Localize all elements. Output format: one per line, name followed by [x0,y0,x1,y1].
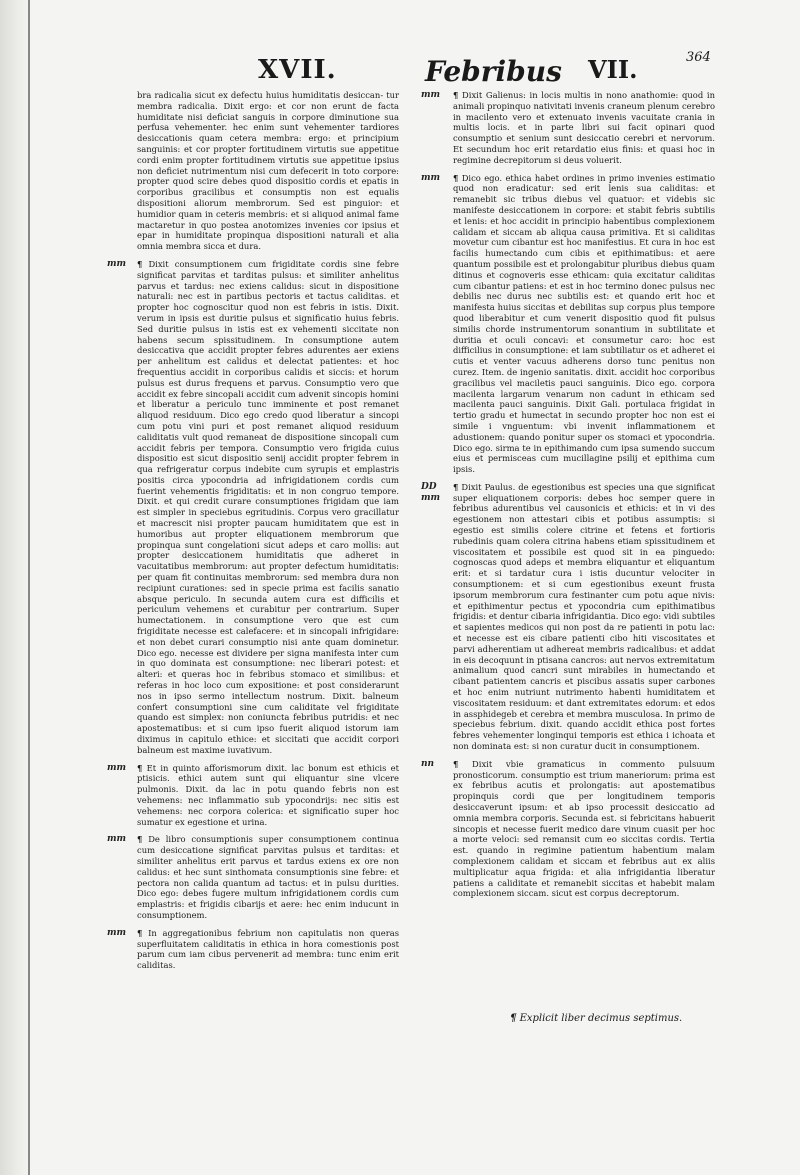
paragraph-text: De libro consumptionis super consumptionem continua cum desiccatione significat parvitas pulsus et tarditas: et similiter anhelitus erit parvus et tardus exiens ex ore non calidus: et hec sunt sinthomata consumptionis sine febre: et pectora non calida quantum ad tactus: et in pulsu durities. Dico ego: debes fugere multum infrigidationem cordis cum emplastris: et frigidis cibarijs et aere: hec enim inducunt in consumptionem. [137,834,399,920]
explicit-text: Explicit liber decimus septimus. [519,1013,683,1024]
paragraph [107,834,399,920]
paragraph-text: bra radicalia sicut ex defectu huius humiditatis desiccan- tur membra radicalia. Dixit ergo: et cor non erunt de facta humiditate nisi deficiat sanguis in corpore diminutione sua perfusa vehementer. hec enim sunt vehementer tardiores desiccationis quam cetera membra: ergo: et principium sanguinis: et cor propter fortitudinem virtutis sue appetitue cordi enim propter fortitudinem virtutis sue appetitue ipsius non deficiet nutrimentum nisi cum defecerit in toto corpore: propter quod scire debes quod dispositio cordis et epatis in corporibus gracilibus et consumptis non est equalis dispositioni aliorum membrorum. Sed est pinguior: et humidior quam in ceteris membris: et si aliquod animal fame mactaretur in quo postea anotomizes invenies cor ipsius et epar in humiditate propinqua dispositioni naturali et alia omnia membra sicca et dura. [137,90,399,252]
pilcrow-icon: ¶ [137,927,143,938]
paragraph-text: In aggregationibus febrium non capitulatis non queras superfluitatem caliditatis in ethica in hora comestionis post parum cum iam cibus pervenerit ad membra: tunc enim erit caliditas. [137,927,399,971]
pilcrow-icon: ¶ [137,834,143,845]
header-title: Febribus [425,55,562,88]
paragraph [107,927,399,971]
margin-mark: mm [421,492,441,503]
paragraph-text: Dixit consumptionem cum frigiditate cordis sine febre significat parvitas et tarditas pulsus: et similiter anhelitus parvus et tardus: nec exiens calidus: sicut in dispositione naturali: nec est in partibus pectoris et tactus caliditas. et propter hoc cognoscitur quod non est febris in istis. Dixit. verum in ipsis est duritie pulsus et significatio huius febris. Sed duritie pulsus in istis est ex vehementi siccitate non habens secum spissitudinem. In consumptione autem desiccativa que accidit propter febres adurentes aer exiens per anhelitum est calidus et delectat patientes: et hoc frequentius accidit in corporibus calidis et siccis: et horum pulsus est durus frequens et parvus. Consumptio vero que accidit ex febre sincopali accidit cum advenit sincopis homini et liberatur a periculo tunc imminente et post remanet aliquod residuum. Dico ego credo quod liberatur a sincopi cum potu vini puri et post remanet aliquod residuum caliditatis vult quod remaneat de dispositione sincopali cum accidit febris per tempora. Consumptio vero frigida cuius dispositio est sicut dispositio senij accidit propter febrem in qua refrigeratur corpus indebite cum syrupis et emplastris positis circa ypocondria ad infrigidationem cordis cum fuerint vehementis frigiditatis: et in non congruo tempore. Dixit. et qui credit curare consumptiones frigidam que iam est simpler in speciebus egritudinis. Corpus vero gracillatur et macrescit nisi propter paucam humiditatem que est in humoribus aut propter eliquationem membrorum que propinqua sunt congelationi sicut adeps et caro mollis: aut propter desiccationem humiditatis que adheret in vacuitatibus membrorum: aut propter defectum humiditatis: per quam fit continuitas membrorum: sed membra dura non recipiunt curationes: sed in specie prima est facilis sanatio absque periculo. In secunda autem cura est difficilis et periculum vehemens et curabitur per contrarium. Super humectationem. in consumptione vero que est cum frigiditate necesse est calefacere: et in sincopali infrigidare: et non debet curari consumptio nisi ante quam dominetur. Dico ego. necesse est dividere per signa manifesta inter cum in quo dominata est consumptione: nec liberari potest: et alteri: et queras hoc in febribus stomaco et similibus: et referas in hoc loco cum expositione: et post considerarunt nos in ipso sermo intellectum nostrum. Dixit. balneum confert consumptioni sine cum caliditate vel frigiditate quando est simplex: non coniuncta febribus putridis: et nec apostematibus: et si cum ipso fuerit aliquod istorum iam diximus in capitulo ethice: et siccitati que accidit corpori balneum est maxime iuvativum. [137,258,399,755]
margin-mark: DD [421,481,437,492]
pilcrow-icon: ¶ [453,758,459,769]
paragraph [421,172,715,475]
pilcrow-icon: ¶ [453,481,459,492]
pilcrow-icon: ¶ [137,258,143,269]
paragraph-text: Et in quinto afforismorum dixit. lac bonum est ethicis et ptisicis. ethici autem sunt qui eliquantur sine vlcere pulmonis. Dixit. da lac in potu quando febris non est vehemens: nec inflammatio sub ypocondrijs: nec sitis est vehemens: nec corpora colerica: et significatio super hoc sumatur ex egestione et urina. [137,762,399,827]
paragraph-text: Dixit vbie gramaticus in commento pulsuum pronosticorum. consumptio est trium maneriorum: prima est ex febribus acutis et prolongatis: aut apostematibus propinquis cordi que per longitudinem temporis desiccaverunt ipsum: et ab ipso processit desiccatio ad omnia membra corporis. Secunda est. si febricitans habuerit sincopis et necesse fuerit medico dare vinum cuasit per hoc a morte veloci: sed remansit cum eo siccitas cordis. Tertia est. quando in regimine patientum habentium malam complexionem calidam et siccam et febribus aut ex aliis multiplicatur aqua frigida: et alia infrigidantia liberatur patiens a caliditate et remanebit siccitas et habebit malam complexionem siccam. sicut est corpus decreptorum. [453,758,716,899]
pilcrow-icon: ¶ [137,762,143,773]
paragraph [421,481,715,752]
margin-mark: mm [107,762,127,773]
paragraph [107,258,399,756]
left-column [107,90,399,978]
page-edge [0,0,30,1175]
margin-mark: mm [107,927,127,938]
right-column [421,90,716,906]
margin-mark: mm [421,90,441,100]
margin-mark: mm [107,258,127,269]
paragraph-text: Dixit Paulus. de egestionibus est species una que significat super eliquationem corporis: debes hoc semper quere in febribus adurentibus vel causonicis et ethicis: et in vi des egestionem non attestari cibis et potibus assumptis: si egestio est similis colere citrine et fetens et fortioris rubedinis quam colera citrina habens etiam spissitudinem et viscositatem et possibile est quod sit in ea pinguedo: cognoscas quod adeps et membra eliquantur et eliquantum erit: et si tardatur cura i istis ducuntur velociter in consumptionem: et si cum egestionibus exeunt frusta ipsorum membrorum cura festinanter cum potu aque nivis: et epithimentur pectus et ypocondria cum epithimatibus frigidis: et dentur cibaria infrigidantia. Dico ego: vidi subtiles et sapientes medicos qui non post da re patienti in potu lac: et necesse est eis cibare patienti cibo hiti viscositates et parvi adherentiam ut adhereat membris radicalibus: et addat in eis decoquunt in ptisana cancros: aut nervos extremitatum animalium quod cancri sunt mirabiles in humectando et cibant patientem cancris et piscibus assatis super carbones et hoc enim nutriunt nutrimento habenti humiditatem et viscositatem residuum: et dant extremitates edorum: et edos in assphidegeb et cerebra et membra musculosa. In primo de speciebus febrium. dixit. quando accidit ethica post fortes febres vehementer longinqui temporis est ethica i ichoata et non dominata est: si non curatur ducit in consumptionem. [453,481,715,752]
header-left: XVII. [258,55,337,85]
paragraph-text: Dixit Galienus: in locis multis in nono anathomie: quod in animali propinquo nativitati invenis craneum plenum cerebro in macilento vero et extenuato invenis vacuitate crania in multis locis. et in parte libri sui facit opinari quod consumptio et senium sunt desiccatio cerebri et nervorum. Et secundum hoc erit retardatio eius finis: et quasi hoc in regimine decrepitorum si deus voluerit. [453,90,715,165]
explicit-colophon [510,1013,682,1024]
margin-mark: nn [421,758,435,769]
paragraph-text: Dico ego. ethica habet ordines in primo invenies estimatio quod non eradicatur: sed erit lenis sua caliditas: et remanebit sic tribus diebus vel quatuor: et videbis sic manifeste desiccationem in corpore: et stabit febris subtilis et lenis: et hoc accidit in principio habentibus complexionem calidam et siccam ab aliqua causa primitiva. Et si caliditas movetur cum cibantur est hoc manifestius. Et cura in hoc est facilis humectando cum cibis et epithimatibus: et aere quantum possibile est et prolongabitur pluribus diebus quam ditinus et cognoveris esse ethicam: quia excitatur caliditas cum cibantur patiens: et est in hoc termino donec pulsus nec debilis nec durus nec subtilis est: et quando erit hoc et manifesta huius siccitas et debilitas sup corpus plus tempore quod liberabitur et cum venerit dispositio quod fit pulsus similis chorde instrumentorum sonantium in subtilitate et duritia et oculi concavi: et consumetur caro: hoc est difficilius in consumptione: et iam subtiliatur os et adheret ei cutis et venter vacuus adherens dorso tunc penitus non curez. Item. de ingenio sanitatis. dixit. accidit hoc corporibus gracilibus vel maciletis pauci sanguinis. Dico ego. corpora macilenta largarum venarum non cadunt in ethicam sed macilenta pauci sanguinis. Dixit Gali. portulaca frigidat in tertio gradu et humectat in secundo propter hoc non est ei simile i vnguentum: vbi invenit inflammationem et adustionem: quando ponitur super os stomaci et ypocondria. Dico ego. sirma te in epithimando cum ipsa sumendo succum eius et permisceas cum mucillagine psilij et epithima cum ipsis. [453,172,715,475]
pilcrow-icon: ¶ [510,1013,517,1024]
paragraph [421,758,716,899]
paragraph [107,762,399,828]
paragraph [137,90,399,252]
header-right: VII. [588,55,638,84]
margin-mark: mm [421,172,441,183]
folio-number: 364 [686,50,711,65]
paragraph [421,90,715,166]
pilcrow-icon: ¶ [453,172,459,183]
margin-mark: mm [107,834,127,845]
page-fold [28,0,30,1175]
pilcrow-icon: ¶ [453,90,459,100]
